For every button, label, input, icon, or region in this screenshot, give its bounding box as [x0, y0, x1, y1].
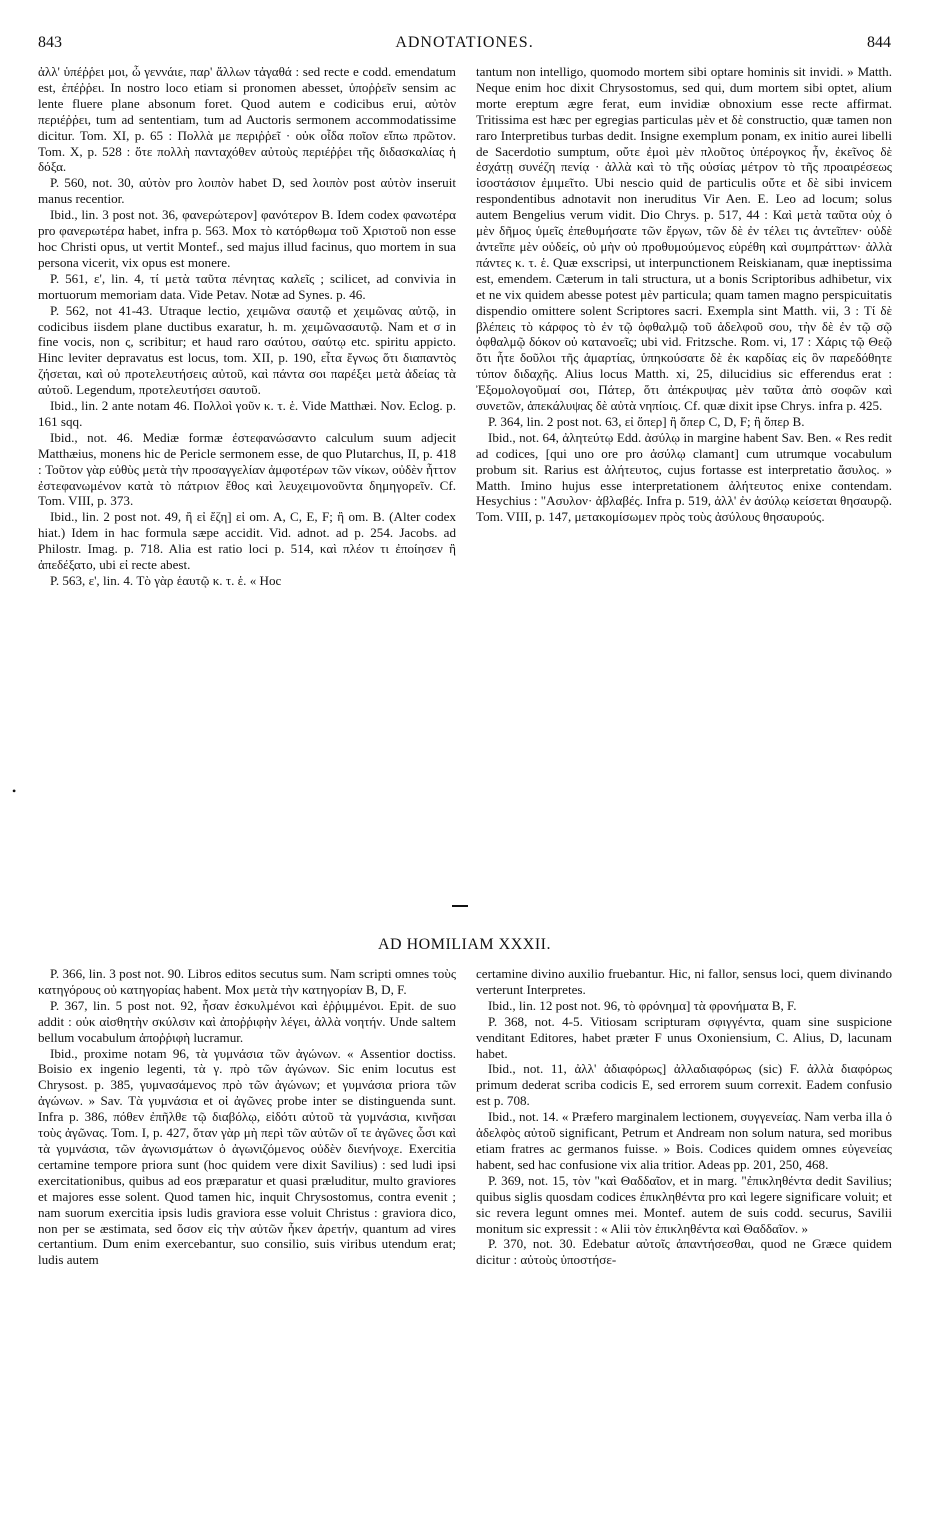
section-divider: [452, 905, 468, 907]
page-number-right: 844: [867, 34, 891, 51]
note-paragraph: P. 563, ε', lin. 4. Τὸ γὰρ ἑαυτῷ κ. τ. ἑ. « Hoc: [50, 573, 282, 588]
running-title: ADNOTATIONES.: [395, 34, 534, 51]
note-paragraph: Ibid., lin. 2 post not. 49, ἢ εἰ ἔζη] εἰ om. A, C, E, F; ἢ om. B. (Alter codex hiat.) Idem in hac formula sæpe accidit. Vid. adnot. ad p. 254. Jacobs. ad Philostr. Imag. p. 718. Alia est ratio loci p. 514, καὶ πλέον τι ἐποίησεν ἢ ἀπεδέξατο, ubi εἰ recte abest.: [38, 509, 456, 573]
page-number-left: 843: [38, 34, 62, 51]
column-top-right: [476, 64, 892, 525]
running-header: [38, 34, 891, 56]
column-top-left: [38, 64, 456, 589]
note-paragraph: certamine divino auxilio fruebantur. Hic, ni fallor, sensus loci, quem divinando verterunt Interpretes.: [476, 966, 892, 997]
note-paragraph: P. 368, not. 4-5. Vitiosam scripturam σφιγγέντα, quam sine suspicione venditant Editores, habet præter F unus Oxoniensium, C. Alius, D, lacunam habet.: [476, 1013, 892, 1061]
note-paragraph: Ibid., lin. 2 ante notam 46. Πολλοὶ γοῦν κ. τ. ἑ. Vide Matthæi. Nov. Eclog. p. 161 sqq.: [38, 398, 456, 429]
note-paragraph: Ibid., not. 11, ἀλλ' ἀδιαφόρως] ἀλλαδιαφόρως (sic) F. ἀλλὰ διαφόρως primum dederat scriba codicis E, sed errorem suum correxit. Eadem confusio est p. 708.: [476, 1061, 892, 1109]
note-paragraph: P. 560, not. 30, αὐτὸν pro λοιπὸν habet D, sed λοιπὸν post αὐτὸν inseruit manus recentior.: [38, 175, 456, 207]
margin-marker: •: [12, 784, 17, 798]
column-bottom-right: [476, 966, 892, 1268]
note-paragraph: P. 367, lin. 5 post not. 92, ἦσαν ἐσκυλμένοι καὶ ἐῤῥιμμένοι. Epit. de suo addit : οὐκ αἰσθητὴν σκύλσιν καὶ ἀποῤῥιφὴν λέγει, ἀλλὰ νοητήν. Unde saltem bellum vocabulum ἀποῤῥιφὴ lucramur.: [38, 997, 456, 1045]
note-paragraph: Ibid., lin. 12 post not. 96, τὸ φρόνημα] τὰ φρονήματα B, F.: [488, 997, 797, 1013]
note-paragraph: P. 561, ε', lin. 4, τί μετὰ ταῦτα πένητας καλεῖς ; scilicet, ad convivia in mortuorum memoriam data. Vide Petav. Notæ ad Synes. p. 46.: [38, 270, 456, 302]
note-paragraph: P. 562, not 41-43. Utraque lectio, χειμῶνα σαυτῷ et χειμῶνας αὐτῷ, in codicibus iisdem plane ductibus exaratur, h. m. χειμῶνασαυτῷ. Nam et σ in fine vocis, non ς, scribitur; et haud raro σαύτου, σαύτῳ etc. spiritu appicto. Hinc leviter depravatus est locus, tom. XII, p. 190, εἶτα ἔγνως ὅτι διαπαντὸς ζήσεται, καὶ οὐ προτελευτήσεις αὐτοῦ, καὶ πάντα σοι παρέξει μετὰ ἀδείας τὰ αὐτοῦ. Legendum, προτελευτήσει σαυτοῦ.: [38, 302, 456, 398]
note-paragraph: P. 369, not. 15, τὸν "καὶ Θαδδαῖον, et in marg. "ἐπικληθέντα dedit Savilius; quibus siglis quosdam codices ἐπικληθέντα pro καὶ legere significare voluit; et sic revera legunt omnes mei. Montef. autem de suis codd. securus, Savilii monitum sic expressit : « Alii τὸν ἐπικληθέντα καὶ Θαδδαῖον. »: [476, 1172, 892, 1236]
note-paragraph: Ibid., not. 14. « Præfero marginalem lectionem, συγγενείας. Nam verba illa ὁ ἀδελφὸς αὐτοῦ significant, Petrum et Andream non solum natura, sed moribus etiam fratres ac germanos fuisse. » Bois. Codices quidem omnes εὐγενείας habent, sed hac confusione vix alia tritior. Adeas pp. 201, 250, 468.: [476, 1109, 892, 1172]
note-paragraph: Ibid., not. 46. Mediæ formæ ἐστεφανώσαντο calculum suum adjecit Matthæius, monens hic de Pericle sermonem esse, de quo Plutarchus, II, p. 418 : Τοῦτον γὰρ εὐθὺς μετὰ τὴν προσαγγελίαν ἀμφοτέρων τῶν νίκων, οὐδὲν ἧττον ἐστεφανωμένον κατὰ τὸ πάτριον ἔθος καὶ λευχειμονοῦντα δημηγορεῖν. Cf. Tom. VIII, p. 373.: [38, 429, 456, 509]
column-bottom-left: [38, 966, 456, 1268]
note-paragraph: Ibid., proxime notam 96, τὰ γυμνάσια τῶν ἀγώνων. « Assentior doctiss. Boisio ex ingenio legenti, τὰ γ. πρὸ τῶν ἀγώνων. Sic enim locutus est Chrysost. p. 385, γυμνασάμενος πρὸ τῶν ἀγώνων; et γυμνάσια priora τῶν ἀγώνων. » Sav. Τὰ γυμνάσια et οἱ ἀγῶνες probe inter se distinguenda sunt. Infra p. 386, πόθεν ἐπῆλθε τῷ διαβόλῳ, εἰδότι αὐτοῦ τὰ γυμνάσια, κινῆσαι τοὺς ἀγῶνας. Tom. I, p. 427, ὅταν γὰρ μὴ περὶ τῶν αὐτῶν οἵ τε ἀγῶνες ὦσι καὶ τὰ γυμνάσια, τῶν ἀγωνισμάτων ὁ ἀγωνιζόμενος οὐδὲν διενήνοχε. Exercitia certamine tempore priora sunt (hoc quidem vere dixit Savilius) : sed ludi ipsi exercitationibus, quibus ad eos præparatur et quasi præluditur, multo graviores et majores esse solent. Quod tamen hic, inquit Chrysostomus, contra evenit ; nam suorum exercitia ipsis ludis graviora esse voluit Christus : graviora dico, non per se æstimata, sed ὅσον εἰς τὴν αὐτῶν ἧκεν ἀρετήν, quantum ad vires certantium. Dum enim exercebantur, suo consilio, suis viribus utendum erat; ludis autem: [38, 1045, 456, 1268]
note-paragraph: tantum non intelligo, quomodo mortem sibi optare hominis sit invidi. » Matth. Neque enim hoc dixit Chrysostomus, sed qui, dum mortem sibi optet, alium morte ereptum ægre ferat, eum invidiæ obnoxium esse recte affirmat. Tritissima est hæc per egregias particulas μὲν et δὲ constructio, quæ tamen non raro Interpretibus turbas dedit. Insigne exemplum ponam, ex initio aurei libelli de Sacerdotio sumptum, οὔτε ἐμοὶ μὲν πλοῦτος ὑπέρογκος ἦν, ἐκεῖνος δὲ ἐσχάτῃ συνέζη πενίᾳ · ἀλλὰ καὶ τὸ τῆς οὐσίας μέτρον τὸ τῆς προαιρέσεως ἰσοστάσιον ἐμιμεῖτο. Ubi nescio quid de particulis οὔτε et δὲ sibi invicem respondentibus adnotavit non ineruditus Vir Aen. E. Leo ad locum; solus autem Bengelius verum vidit. Dio Chrys. p. 517, 44 : Καὶ μετὰ ταῦτα οὐχ ὁ μὲν δῆμος ὑμεῖς ἐπεθυμήσατε τῶν ἔργων, τῶν δὲ ἐν τέλει τις ἀντεῖπεν· οὐδὲ ἀντεῖπε μὲν οὐδείς, οὐ μὴν οὐ προθυμούμενος εὑρέθη καὶ συμπράττων· ἀλλὰ πάντες κ. τ. ἑ. Quæ exscripsi, ut interpunctionem Reiskianam, quæ ineptissima est, emendem. Cæterum in tali structura, ut a bonis Scriptoribus adhibetur, vix et ne vix quidem abesse potest μὲν particula; quam tamen magno perspicuitatis dispendio omittere solent Scriptores sacri. Exempla sint Matth. vii, 3 : Τί δὲ βλέπεις τὸ κάρφος τὸ ἐν τῷ ὀφθαλμῷ τοῦ ἀδελφοῦ σου, τὴν δὲ ἐν τῷ σῷ ὀφθαλμῷ δόκον οὐ κατανοεῖς; ubi vid. Fritzsche. Rom. vi, 17 : Χάρις τῷ Θεῷ ὅτι ἦτε δοῦλοι τῆς ἁμαρτίας, ὑπηκούσατε δὲ ἐκ καρδίας εἰς ὃν παρεδόθητε τύπον διδαχῆς. Alius locus Matth. xi, 25, dilucidius sic efferendus erat : Ἐξομολογοῦμαί σοι, Πάτερ, ὅτι ἀπέκρυψας μὲν ταῦτα ἀπὸ σοφῶν καὶ συνετῶν, ἀπεκάλυψας δὲ αὐτὰ νηπίοις. Cf. quæ dixit ipse Chrys. infra p. 425.: [476, 64, 892, 414]
note-paragraph: P. 370, not. 30. Edebatur αὐτοῖς ἀπαντήσεσθαι, quod ne Græce quidem dicitur : αὐτοὺς ὑποστήσε-: [476, 1236, 892, 1268]
section-title: AD HOMILIAM XXXII.: [378, 936, 551, 953]
note-paragraph: Ibid., lin. 3 post not. 36, φανερώτερον] φανότερον B. Idem codex φανωτέρα pro φανερωτέρα habet, infra p. 563. Mox τὸ κατόρθωμα τοῦ Χριστοῦ non esse hoc Christi opus, ut vertit Montef., sed majus illud facinus, quo mortem in sua persona vicerit, vix opus est monere.: [38, 207, 456, 270]
note-paragraph: P. 366, lin. 3 post not. 90. Libros editos secutus sum. Nam scripti omnes τοὺς κατηγόρους οὐ κατηγορίας habent. Mox μετὰ τὴν κατηγορίαν B, D, F.: [38, 966, 456, 997]
note-paragraph: Ibid., not. 64, ἀλητεύτῳ Edd. ἀσύλῳ in margine habent Sav. Ben. « Res redit ad codices, [qui uno ore pro ἀσύλῳ clamant] cum utrumque vocabulum probum sit. Rarius est ἀλήτευτος, cujus fortasse est interpretatio ἄσυλος. » Matth. Imino hujus esse interpretationem ἀλήτευτος enixe contendam. Hesychius : "Ασυλον· ἀβλαβές. Infra p. 519, ἀλλ' ἐν ἀσύλῳ κείσεται θησαυρῷ. Tom. VIII, p. 147, μετακομίσωμεν πρὸς τοὺς ἀσύλους θησαυρούς.: [476, 429, 892, 525]
note-paragraph: ἀλλ' ὑπέῤῥει μοι, ὦ γεννάιε, παρ' ἄλλων τἀγαθά : sed recte e codd. emendatum est, ἐπέῤῥει. In nostro loco etiam si pronomen abesset, ὑποῤῥεῖν sensim ac lente fluere plane absonum foret. Quod autem e codicibus erui, αὐτὸν περιέῤῥει, tum ad sententiam, tum ad Auctoris sermonem accommodatissime dicitur. Tom. XI, p. 65 : Πολλὰ με περιῤῥεῖ · οὐκ οἶδα ποῖον εἴπω πρῶτον. Tom. X, p. 528 : ὅτε πολλὴ πανταχόθεν αὐτοὺς περιέῤῥει τῆς διδασκαλίας ἡ δόξα.: [38, 64, 456, 175]
note-paragraph: P. 364, lin. 2 post not. 63, εἰ ὅπερ] ἢ ὅπερ C, D, F; ἢ ὅπερ B.: [488, 413, 805, 429]
